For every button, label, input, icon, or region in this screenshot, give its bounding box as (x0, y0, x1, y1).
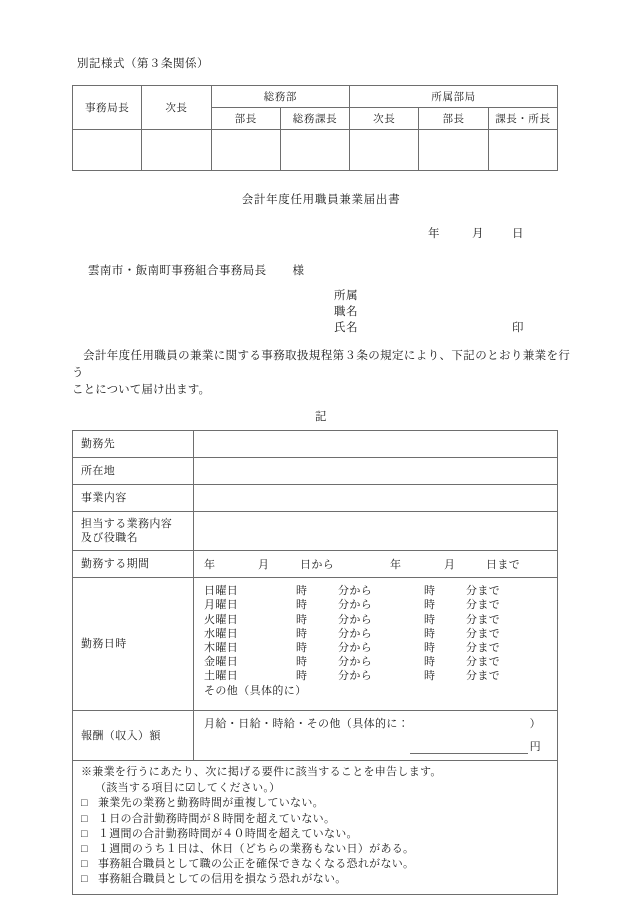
checkbox-icon[interactable]: □ (81, 873, 88, 886)
checklist-item-label: 事務組合職員としての信用を損なう恐れがない。 (97, 873, 347, 886)
ki-marker: 記 (315, 411, 327, 423)
label-work-schedule: 勤務日時 (73, 578, 194, 711)
checklist-item-label: １日の合計勤務時間が８時間を超えていない。 (97, 812, 336, 825)
schedule-line-other[interactable]: その他（具体的に） (204, 684, 307, 697)
field-duties-and-position[interactable] (194, 512, 558, 551)
table-row (73, 578, 558, 711)
date-line (72, 225, 524, 241)
table-row (73, 485, 558, 512)
label-workplace: 勤務先 (73, 431, 194, 458)
schedule-day-monday: 月曜日 (204, 599, 239, 612)
label-work-period: 勤務する期間 (73, 551, 194, 578)
date-year-label[interactable]: 年 (428, 228, 440, 240)
period-month-from[interactable]: 月 (258, 559, 270, 571)
schedule-min-to: 分まで (466, 656, 501, 669)
schedule-line-friday[interactable] (204, 655, 551, 669)
label-duties-line2: 及び役職名 (81, 532, 138, 544)
stamp-cell-jimukyokucho[interactable] (73, 130, 142, 171)
schedule-min-from: 分から (338, 656, 373, 669)
checkbox-icon[interactable]: □ (81, 858, 88, 871)
field-workplace[interactable] (194, 431, 558, 458)
schedule-min-from: 分から (338, 613, 373, 626)
checklist-item-label: 兼業先の業務と勤務時間が重複していない。 (97, 797, 324, 810)
body-paragraph-line2: ことについて届け出ます。 (72, 384, 211, 396)
stamp-cell-jicho[interactable] (142, 130, 211, 171)
stamp-cell-kachou-shochou[interactable] (488, 130, 557, 171)
checklist-item[interactable] (81, 812, 549, 827)
schedule-day-sunday: 日曜日 (204, 585, 239, 598)
schedule-hour-to: 時 (424, 642, 436, 654)
checklist-item[interactable] (81, 796, 549, 811)
schedule-day-tuesday: 火曜日 (204, 613, 239, 626)
schedule-day-thursday: 木曜日 (204, 642, 239, 654)
signer-block (334, 288, 584, 336)
label-duties-line1: 担当する業務内容 (81, 518, 173, 530)
stamp-header-shozokubukyoku: 所属部局 (350, 86, 558, 108)
stamp-header-row-1 (73, 86, 558, 108)
schedule-hour-from: 時 (296, 670, 308, 683)
remuneration-amount-line[interactable] (204, 738, 549, 754)
signer-name-row (334, 320, 584, 336)
schedule-min-to: 分まで (466, 585, 501, 598)
schedule-min-from: 分から (338, 627, 373, 640)
field-remuneration[interactable] (194, 711, 558, 761)
schedule-min-to: 分まで (466, 613, 501, 626)
signer-name-label: 氏名 (334, 322, 359, 334)
table-row (73, 711, 558, 761)
label-duties-and-position (73, 512, 194, 551)
schedule-hour-from: 時 (296, 585, 308, 598)
schedule-line-tuesday[interactable] (204, 613, 551, 627)
label-remuneration: 報酬（収入）額 (73, 711, 194, 761)
period-day-to[interactable]: 日まで (486, 559, 521, 571)
seal-icon[interactable]: 印 (512, 322, 525, 334)
period-month-to[interactable]: 月 (444, 559, 456, 571)
checklist-item-label: １週間の合計勤務時間が４０時間を超えていない。 (97, 827, 358, 840)
schedule-hour-from: 時 (296, 613, 308, 626)
schedule-min-from: 分から (338, 642, 373, 654)
body-paragraph-line1: 会計年度任用職員の兼業に関する事務取扱規程第３条の規定により、下記のとおり兼業を行う (72, 350, 570, 379)
remuneration-paren-close: ） (529, 718, 541, 730)
schedule-line-sunday[interactable] (204, 584, 551, 598)
signer-affiliation-row (334, 288, 584, 304)
label-address: 所在地 (73, 458, 194, 485)
stamp-header-soumubu: 総務部 (211, 86, 350, 108)
subnote-text-after: してください。） (195, 782, 281, 795)
date-day-label[interactable]: 日 (512, 228, 524, 240)
schedule-hour-to: 時 (424, 670, 436, 683)
stamp-signature-row (73, 130, 558, 171)
schedule-hour-to: 時 (424, 585, 436, 598)
schedule-line-wednesday[interactable] (204, 627, 551, 641)
stamp-subheader-jichou: 次長 (350, 108, 419, 130)
schedule-min-to: 分まで (466, 599, 501, 612)
remuneration-amount-input[interactable] (410, 740, 528, 754)
addressee-name: 雲南市・飯南町事務組合事務局長 (88, 265, 267, 277)
document-title: 会計年度任用職員兼業届出書 (241, 194, 401, 206)
stamp-cell-soumukachou[interactable] (280, 130, 349, 171)
checkbox-icon[interactable]: □ (81, 827, 88, 840)
approval-stamp-table (72, 85, 558, 171)
addressee-honorific: 様 (292, 265, 305, 277)
schedule-min-from: 分から (338, 599, 373, 612)
stamp-subheader-soumukachou: 総務課長 (280, 108, 349, 130)
schedule-line-monday[interactable] (204, 598, 551, 612)
remuneration-yen-unit: 円 (529, 741, 541, 753)
schedule-hour-from: 時 (296, 599, 308, 612)
body-paragraph (72, 348, 570, 399)
table-row (73, 431, 558, 458)
date-month-label[interactable]: 月 (472, 228, 484, 240)
remuneration-options[interactable] (204, 716, 549, 732)
checklist-item-label: 事務組合職員として職の公正を確保できなくなる恐れがない。 (97, 858, 415, 871)
signer-affiliation-label: 所属 (334, 290, 359, 302)
stamp-subheader-buchou: 部長 (419, 108, 488, 130)
label-business-content: 事業内容 (73, 485, 194, 512)
field-business-content[interactable] (194, 485, 558, 512)
addressee-line (88, 262, 570, 278)
table-row (73, 551, 558, 578)
table-row (73, 458, 558, 485)
checkbox-icon[interactable]: □ (81, 797, 88, 810)
declaration-heading: ※兼業を行うにあたり、次に掲げる要件に該当することを申告します。 (81, 766, 442, 778)
schedule-min-from: 分から (338, 585, 373, 598)
checkbox-icon[interactable]: □ (81, 812, 88, 825)
remuneration-options-text: 月給・日給・時給・その他（具体的に： (204, 718, 410, 730)
period-day-from[interactable]: 日から (300, 559, 335, 571)
field-work-period[interactable] (194, 551, 558, 578)
schedule-min-to: 分まで (466, 642, 501, 654)
schedule-hour-to: 時 (424, 613, 436, 626)
stamp-header-jicho: 次長 (142, 86, 211, 130)
checklist-item[interactable] (81, 857, 549, 872)
schedule-min-to: 分まで (466, 670, 501, 683)
checked-box-icon: ☑ (185, 781, 196, 795)
checklist-item-label: １週間のうち１日は、休日（どちらの業務もない日）がある。 (97, 843, 415, 856)
stamp-subheader-kachou-shochou: 課長・所長 (488, 108, 557, 130)
signer-position-label: 職名 (334, 306, 359, 318)
stamp-cell-soumu-buchou[interactable] (211, 130, 280, 171)
schedule-hour-to: 時 (424, 656, 436, 669)
schedule-min-to: 分まで (466, 627, 501, 640)
schedule-day-friday: 金曜日 (204, 656, 239, 669)
checklist-item[interactable] (81, 827, 549, 842)
period-year-to[interactable]: 年 (390, 559, 402, 571)
schedule-hour-to: 時 (424, 599, 436, 612)
field-address[interactable] (194, 458, 558, 485)
field-work-schedule[interactable] (194, 578, 558, 711)
schedule-line-saturday[interactable] (204, 669, 551, 683)
checklist-item[interactable] (81, 872, 549, 887)
schedule-hour-from: 時 (296, 642, 308, 654)
schedule-min-from: 分から (338, 670, 373, 683)
checklist-item[interactable] (81, 842, 549, 857)
schedule-day-wednesday: 水曜日 (204, 627, 239, 640)
signer-position-row (334, 304, 584, 320)
schedule-line-thursday[interactable] (204, 641, 551, 655)
stamp-cell-shozoku-buchou[interactable] (419, 130, 488, 171)
schedule-day-saturday: 土曜日 (204, 670, 239, 683)
schedule-hour-to: 時 (424, 627, 436, 640)
period-year-from[interactable]: 年 (204, 559, 216, 571)
schedule-hour-from: 時 (296, 627, 308, 640)
schedule-hour-from: 時 (296, 656, 308, 669)
stamp-cell-shozoku-jichou[interactable] (350, 130, 419, 171)
stamp-subheader-buchou-soumu: 部長 (211, 108, 280, 130)
main-form-table (72, 430, 558, 761)
checkbox-icon[interactable]: □ (81, 843, 88, 856)
stamp-header-jimukyokucho: 事務局長 (73, 86, 142, 130)
declaration-box (72, 761, 558, 895)
subnote-text-before: （該当する項目に (95, 782, 186, 795)
table-row (73, 512, 558, 551)
form-code: 別記様式（第３条関係） (77, 58, 209, 70)
declaration-subnote (81, 780, 549, 796)
